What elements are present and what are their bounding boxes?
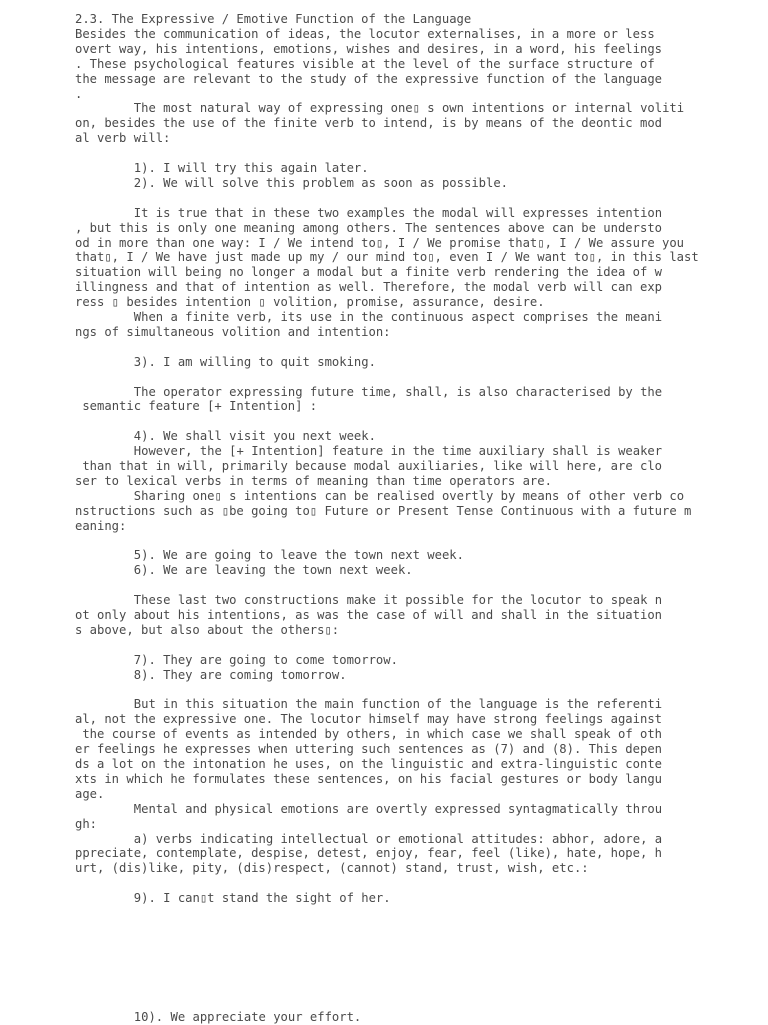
- text-line: 2). We will solve this problem as soon as possible.: [133, 175, 509, 190]
- text-line: But in this situation the main function of the language is the referenti: [133, 697, 663, 712]
- text-line: ress ▯ besides intention ▯ volition, promise, assurance, desire.: [75, 295, 545, 310]
- text-line: 7). They are going to come tomorrow.: [133, 652, 398, 667]
- text-line: illingness and that of intention as well. Therefore, the modal verb will can exp: [75, 280, 662, 295]
- text-line: 8). They are coming tomorrow.: [133, 667, 347, 682]
- text-line: ppreciate, contemplate, despise, detest, enjoy, fear, feel (like), hate, hope, h: [75, 846, 662, 861]
- text-line: The operator expressing future time, shall, is also characterised by the: [133, 384, 663, 399]
- text-line: er feelings he expresses when uttering such sentences as (7) and (8). This depen: [75, 742, 662, 757]
- text-line: 5). We are going to leave the town next week.: [133, 548, 464, 563]
- text-line: 9). I can▯t stand the sight of her.: [133, 891, 391, 906]
- text-line: When a finite verb, its use in the continuous aspect comprises the meani: [133, 310, 663, 324]
- text-line: ngs of simultaneous volition and intention:: [75, 324, 391, 339]
- text-line: Sharing one▯ s intentions can be realised overtly by means of other verb co: [133, 488, 685, 503]
- text-line: , but this is only one meaning among others. The sentences above can be understo: [75, 220, 662, 235]
- text-line: However, the [+ Intention] feature in the time auxiliary shall is weaker: [133, 444, 663, 459]
- text-line: a) verbs indicating intellectual or emotional attitudes: abhor, adore, a: [133, 831, 663, 846]
- text-line: . These psychological features visible at the level of the surface structure of: [75, 56, 655, 71]
- text-line: Mental and physical emotions are overtly expressed syntagmatically throu: [133, 801, 663, 816]
- text-line: ds a lot on the intonation he uses, on the linguistic and extra-linguistic conte: [75, 757, 662, 771]
- text-line: eaning:: [75, 518, 127, 533]
- text-line: than that in will, primarily because modal auxiliaries, like will here, are clo: [82, 459, 663, 473]
- text-line: semantic feature [+ Intention] :: [82, 399, 318, 414]
- text-line: Besides the communication of ideas, the locutor externalises, in a more or less: [75, 26, 655, 41]
- text-line: 3). I am willing to quit smoking.: [133, 354, 376, 369]
- text-line: It is true that in these two examples the modal will expresses intention: [133, 205, 663, 220]
- text-line: that▯, I / We have just made up my / our mind to▯, even I / We want to▯, in this last: [75, 250, 699, 265]
- text-line: situation will being no longer a modal but a finite verb rendering the idea of w: [75, 265, 662, 280]
- text-line: urt, (dis)like, pity, (dis)respect, (cannot) stand, trust, wish, etc.:: [75, 861, 589, 876]
- text-line: od in more than one way: I / We intend to▯, I / We promise that▯, I / We assure you: [75, 235, 685, 250]
- text-line: on, besides the use of the finite verb to intend, is by means of the deontic mod: [75, 116, 662, 131]
- section-title: 2.3. The Expressive / Emotive Function of the Language: [75, 12, 472, 26]
- text-line: al, not the expressive one. The locutor himself may have strong feelings against: [75, 712, 662, 727]
- text-line: 6). We are leaving the town next week.: [133, 563, 413, 578]
- text-line: age.: [75, 786, 105, 801]
- text-line: the message are relevant to the study of the expressive function of the language: [75, 71, 662, 86]
- text-line: ot only about his intentions, as was the case of will and shall in the situation: [75, 608, 662, 622]
- text-line: s above, but also about the others▯:: [75, 622, 340, 637]
- text-line: These last two constructions make it possible for the locutor to speak n: [133, 593, 663, 608]
- text-line: 10). We appreciate your effort.: [133, 1010, 362, 1025]
- text-line: 4). We shall visit you next week.: [133, 429, 376, 444]
- text-line: .: [75, 86, 83, 101]
- text-line: The most natural way of expressing one▯ s own intentions or internal voliti: [133, 101, 685, 116]
- text-line: ser to lexical verbs in terms of meaning than time operators are.: [75, 473, 552, 488]
- text-line: the course of events as intended by others, in which case we shall speak of oth: [82, 727, 663, 742]
- text-line: nstructions such as ▯be going to▯ Future or Present Tense Continuous with a future m: [75, 503, 692, 518]
- text-line: al verb will:: [75, 131, 171, 146]
- text-line: gh:: [75, 816, 98, 831]
- text-line: 1). I will try this again later.: [133, 161, 369, 175]
- text-line: overt way, his intentions, emotions, wishes and desires, in a word, his feelings: [75, 41, 662, 56]
- text-line: xts in which he formulates these sentences, on his facial gestures or body langu: [75, 771, 662, 786]
